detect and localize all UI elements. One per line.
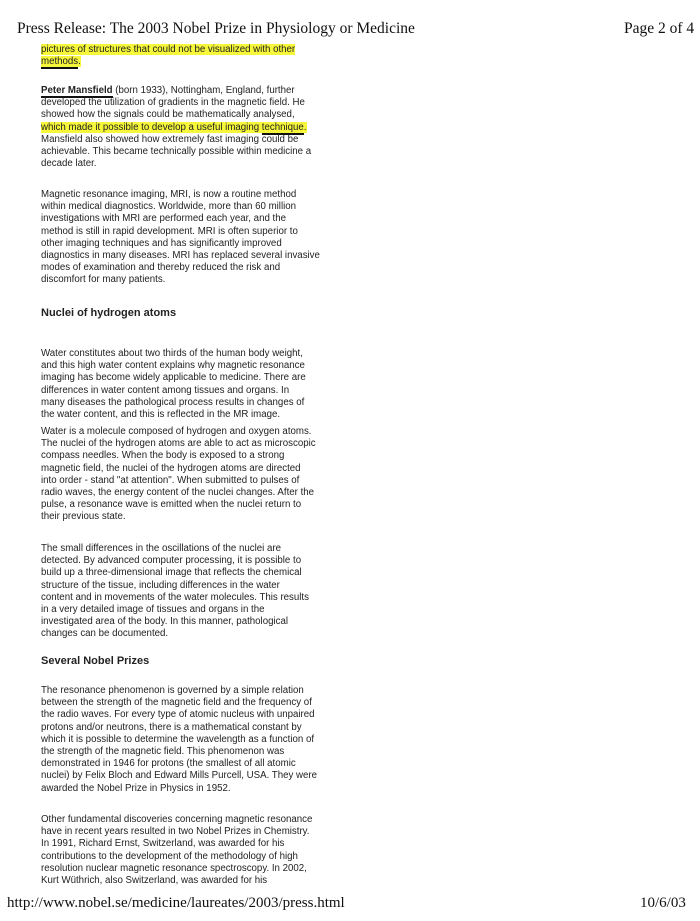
text-segment: Kurt Wüthrich, also Switzerland, was awarded for his [41,874,268,886]
paragraph [41,348,306,421]
text-line [41,826,312,838]
highlighted-text: which made it possible to develop a useful imaging [41,121,262,133]
text-segment: and this high water content explains why magnetic resonance [41,360,305,372]
text-line [41,592,309,604]
text-line [41,875,312,887]
text-line [41,450,316,462]
text-line [41,709,317,721]
text-segment: The nuclei of the hydrogen atoms are able to act as microscopic [41,438,316,450]
text-line [41,555,309,567]
text-line [41,758,317,770]
text-segment: Peter Mansfield [41,85,113,96]
section-heading: Nuclei of hydrogen atoms [41,307,177,319]
text-line [41,463,316,475]
text-line [41,85,311,97]
text-segment: decade later. [41,158,97,170]
paragraph [41,44,295,68]
page-number: Page 2 of 4 [624,20,695,37]
text-segment: developed the utilization of gradients in the magnetic field. He [41,97,305,109]
highlighted-text: . [78,56,81,68]
text-line [41,851,312,863]
text-line [41,499,316,511]
text-segment: The resonance phenomenon is governed by a simple relation [41,685,304,696]
text-segment: investigations with MRI are performed each year, and the [41,213,287,225]
text-segment: their previous state. [41,511,126,523]
text-line [41,372,306,384]
text-segment: magnetic field, the nuclei of the hydrogen atoms are directed [41,462,301,474]
text-segment: Other fundamental discoveries concerning magnetic resonance [41,814,313,825]
paragraph [41,814,312,887]
text-line [41,109,311,121]
text-segment: (born 1933), Nottingham, England, further [112,85,295,96]
text-segment: The small differences in the oscillations of the nuclei are [41,543,281,554]
footer-date: 10/6/03 [640,895,686,911]
highlighted-text: . [303,121,307,133]
text-line [41,348,306,360]
text-line [41,697,317,709]
text-line [41,122,311,134]
text-line [41,397,306,409]
text-line [41,770,317,782]
text-line [41,44,295,56]
text-line [41,385,306,397]
text-line [41,201,320,213]
paragraph [41,685,317,795]
text-line [41,189,320,201]
text-line [41,567,309,579]
text-segment: which it is possible to determine the wavelength as a function of [41,733,315,745]
text-segment: the strength of the magnetic field. This phenomenon was [41,745,285,757]
text-segment: achievable. This became technically possible within medicine a [41,145,312,157]
text-line [41,628,309,640]
text-segment: other imaging techniques and has significantly improved [41,237,282,249]
text-line [41,158,311,170]
text-line [41,226,320,238]
text-segment: modes of examination and thereby reduced the risk and [41,262,281,274]
text-line [41,604,309,616]
text-line [41,146,311,158]
highlighted-text: pictures of structures that could not be visualized with other [41,44,296,55]
text-segment: protons and/or neutrons, there is a mathematical constant by [41,721,302,733]
text-line [41,134,311,146]
text-segment: awarded the Nobel Prize in Physics in 1952. [41,782,231,794]
section-heading: Several Nobel Prizes [41,655,150,667]
text-segment: between the strength of the magnetic field and the frequency of [41,697,312,709]
text-segment: diagnostics in many diseases. MRI has replaced several invasive [41,249,320,261]
paragraph [41,426,316,524]
paragraph [41,543,309,641]
text-segment: Water is a molecule composed of hydrogen and oxygen atoms. [41,426,312,437]
text-line [41,97,311,109]
text-line [41,360,306,372]
text-segment: method is still in rapid development. MRI is often superior to [41,225,298,237]
text-line [41,250,320,262]
text-segment: demonstrated in 1946 for protons (the smallest of all atomic [41,758,296,770]
text-line [41,616,309,628]
highlighted-text: technique [261,121,304,133]
text-segment: within medical diagnostics. Worldwide, more than 60 million [41,201,297,213]
text-line [41,274,320,286]
text-line [41,685,317,697]
text-segment: nuclei) by Felix Bloch and Edward Mills Purcell, USA. They were [41,770,318,782]
text-segment: compass needles. When the body is exposed to a strong [41,450,285,462]
text-line [41,838,312,850]
text-segment: radio waves, the energy content of the nuclei changes. After the [41,486,315,498]
text-line [41,543,309,555]
text-segment: build up a three-dimensional image that reflects the chemical [41,567,302,579]
text-segment: imaging has become widely applicable to medicine. There are [41,372,306,384]
text-line [41,783,317,795]
text-segment: contributions to the development of the methodology of high [41,850,298,862]
text-line [41,511,316,523]
text-line [41,238,320,250]
text-line [41,722,317,734]
text-segment: Water constitutes about two thirds of the human body weight, [41,348,303,359]
highlighted-text: methods [41,56,79,68]
text-line [41,863,312,875]
text-segment: the water content, and this is reflected in the MR image. [41,408,281,420]
paragraph-mansfield [41,85,311,170]
text-segment: In 1991, Richard Ernst, Switzerland, was awarded for his [41,838,285,850]
text-segment: pulse, a resonance wave is emitted when the nuclei return to [41,499,302,511]
text-segment: showed how the signals could be mathematically analysed, [41,109,295,121]
text-segment: Magnetic resonance imaging, MRI, is now a routine method [41,189,297,200]
header-title: Press Release: The 2003 Nobel Prize in Physiology or Medicine [17,20,415,37]
footer-url: http://www.nobel.se/medicine/laureates/2003/press.html [7,895,345,911]
text-line [41,487,316,499]
text-segment: the radio waves. For every type of atomic nucleus with unpaired [41,709,315,721]
text-segment: discomfort for many patients. [41,274,166,286]
text-line [41,580,309,592]
text-segment: detected. By advanced computer processing, it is possible to [41,555,302,567]
text-segment: into order - stand "at attention". When submitted to pulses of [41,474,300,486]
text-segment: have in recent years resulted in two Nobel Prizes in Chemistry. [41,826,310,838]
text-segment: in a very detailed image of tissues and organs in the [41,603,265,615]
text-segment: many diseases the pathological process results in changes of [41,396,305,408]
text-line [41,56,295,68]
text-line [41,409,306,421]
text-segment: structure of the tissue, including differences in the water [41,579,280,591]
text-line [41,426,316,438]
text-segment: resolution nuclear magnetic resonance spectroscopy. In 2002, [41,862,307,874]
paragraph-mri [41,189,320,287]
text-segment: differences in water content among tissues and organs. In [41,384,290,396]
text-line [41,746,317,758]
text-segment: investigated area of the body. In this manner, pathological [41,616,289,628]
text-line [41,213,320,225]
text-segment: Mansfield also showed how extremely fast imaging could be [41,133,299,145]
text-line [41,262,320,274]
text-segment: content and in movements of the water molecules. This results [41,591,309,603]
text-line [41,814,312,826]
text-segment: changes can be documented. [41,628,169,640]
text-line [41,475,316,487]
text-line [41,438,316,450]
text-line [41,734,317,746]
